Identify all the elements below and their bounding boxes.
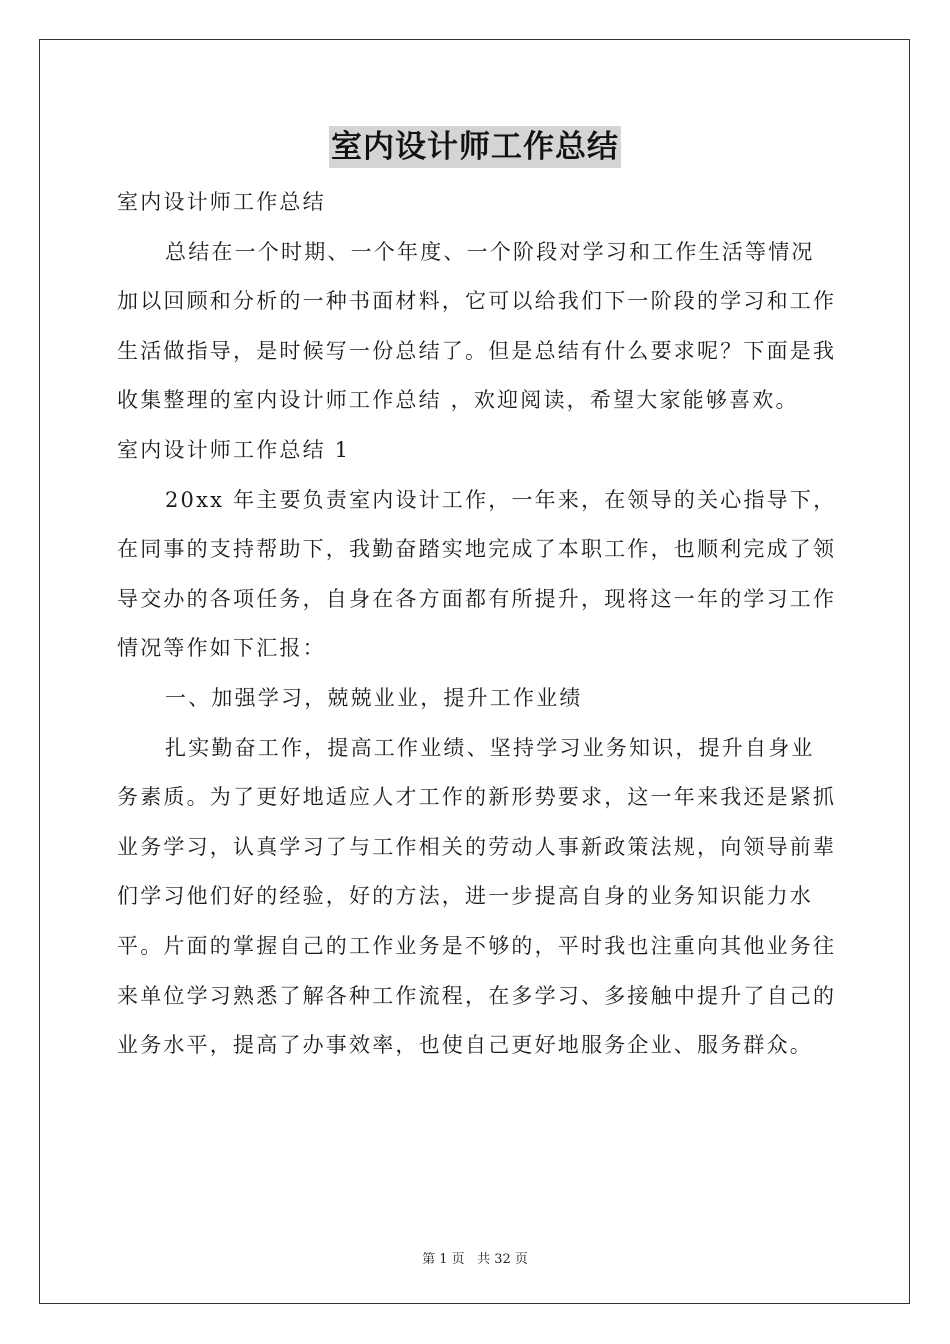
paragraph-body: 扎实勤奋工作，提高工作业绩、坚持学习业务知识，提升自身业务素质。为了更好地适应人才工作的新形势要求，这一年来我还是紧抓业务学习，认真学习了与工作相关的劳动人事新政策法规，向领导前辈们学习他们好的经验，好的方法，进一步提高自身的业务知识能力水平。片面的掌握自己的工作业务是不够的，平时我也注重向其他业务往来单位学习熟悉了解各种工作流程，在多学习、多接触中提升了自己的业务水平，提高了办事效率，也使自己更好地服务企业、服务群众。: [117, 735, 837, 1058]
paragraph-subheading: 一、加强学习，兢兢业业，提升工作业绩: [165, 685, 583, 710]
document-title: 室内设计师工作总结: [329, 126, 621, 168]
document-body: [117, 178, 837, 1071]
page-total: 共 32 页: [477, 1252, 528, 1267]
title-wrap: [0, 126, 950, 168]
paragraph-summary: 20xx 年主要负责室内设计工作，一年来，在领导的关心指导下，在同事的支持帮助下，我勤奋踏实地完成了本职工作，也顺利完成了领导交办的各项任务，自身在各方面都有所提升，现将这一年的学习工作情况等作如下汇报：: [117, 487, 837, 661]
page-number: 第 1 页: [422, 1252, 465, 1267]
paragraph-heading: 室内设计师工作总结: [117, 190, 326, 214]
page-footer: [0, 1248, 950, 1267]
paragraph-intro: 总结在一个时期、一个年度、一个阶段对学习和工作生活等情况加以回顾和分析的一种书面材料，它可以给我们下一阶段的学习和工作生活做指导，是时候写一份总结了。但是总结有什么要求呢？下面是我收集整理的室内设计师工作总结 ，欢迎阅读，希望大家能够喜欢。: [117, 239, 837, 413]
paragraph-section-heading: 室内设计师工作总结 1: [117, 437, 351, 462]
